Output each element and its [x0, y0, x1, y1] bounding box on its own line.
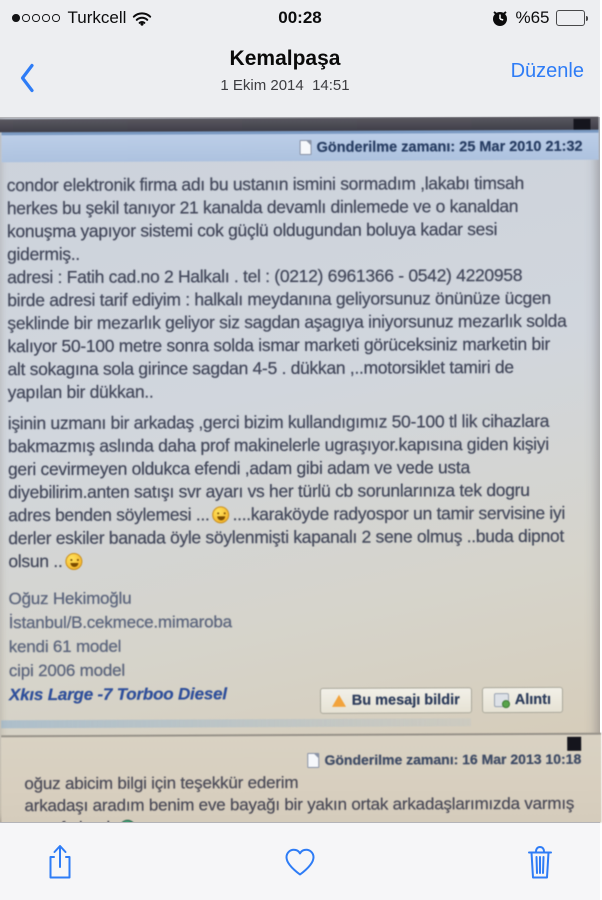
body-line: geri cevirmeyen oldukca efendi ,adam gibi adam ve vede usta [7, 457, 470, 480]
battery-icon [556, 10, 589, 26]
document-icon [307, 752, 319, 767]
body-line: şeklinde bir mezarlık geliyor siz sagdan aşagıya iniyorsunuz mezarlık solda [7, 310, 567, 334]
quote-bubble-icon [494, 693, 509, 707]
edit-button[interactable]: Düzenle [510, 60, 584, 82]
post1-header-bar [2, 130, 599, 163]
body-line: arkadaşı aradım benim eve bayağı bir yakın ortak arkadaşlarımızda varmış [24, 793, 575, 816]
post2-header-bar [1, 751, 601, 770]
status-time: 00:28 [278, 8, 322, 27]
photo-content [0, 117, 602, 824]
signal-dot [42, 14, 50, 22]
body-line: bakmazmış aslında daha prof makinelerle ugraşıyor.kapısına giden kişiyi [7, 433, 549, 457]
body-line: birde adresi tarif ediyim : halkalı meydanına geliyorsunuz önünüze ücgen [7, 287, 551, 311]
post1-timestamp: Gönderilme zamanı: 25 Mar 2010 21:32 [316, 138, 583, 156]
body-line: yapılan bir dükkan.. [7, 381, 154, 403]
post1-body [7, 172, 591, 708]
page-title: Kemalpaşa [229, 47, 341, 70]
body-line: alt sokagına sola girince sagdan 4-5 . dükkan ,..motorsiklet tamiri de [7, 357, 514, 380]
wifi-icon [132, 11, 152, 26]
body-line: derler eskiler banada öyle söylenmişti kapanalı 2 sene olmuş ..buda dipnot [8, 525, 564, 549]
body-text: adres benden söylemesi ... [8, 504, 210, 526]
share-icon [45, 843, 75, 881]
post2-timestamp: Gönderilme zamanı: 16 Mar 2013 10:18 [324, 750, 582, 768]
status-right-group [491, 8, 588, 28]
body-line-with-smiley [8, 548, 590, 574]
body-line: konuşma yapıyor sistemi cok güçlü oldugundan boluya kadar sesi [6, 219, 498, 242]
report-message-button [320, 687, 472, 714]
heart-icon [282, 846, 318, 878]
carrier-label: Turkcell [67, 8, 127, 27]
signature-line: Oğuz Hekimoğlu [8, 588, 132, 609]
signature-line: İstanbul/B.cekmece.mimaroba [8, 612, 232, 633]
body-line: işinin uzmanı bir arkadaş ,gerci bizim kullandıgımız 50-100 tl lik cihazlara [7, 410, 550, 434]
quote-label: Alıntı [514, 691, 552, 709]
body-text: ....karaköyde radyospor un tamir servisine iyi [232, 502, 566, 525]
signal-dot [52, 14, 60, 22]
photo-viewer[interactable] [0, 118, 600, 822]
grinning-smiley-icon [213, 506, 230, 523]
signature-line: kendi 61 model [8, 636, 122, 657]
body-line: condor elektronik firma adı bu ustanın ismini sormadım ,lakabı timsah [6, 173, 524, 196]
quote-button [482, 687, 563, 713]
status-left-group [12, 8, 152, 28]
photo-light-streak [1, 718, 471, 728]
signal-dot-filled [12, 14, 20, 22]
body-line: adresi : Fatih cad.no 2 Halkalı . tel : (0212) 6961366 - 0542) 4220958 [7, 265, 523, 288]
status-bar [0, 0, 600, 36]
favorite-button[interactable] [278, 837, 322, 887]
trash-icon [525, 844, 555, 880]
delete-button[interactable] [518, 837, 562, 887]
warning-triangle-icon [332, 695, 346, 707]
photo-dark-corner [567, 737, 581, 751]
back-button[interactable] [10, 56, 44, 100]
bottom-toolbar [0, 822, 600, 900]
alarm-clock-icon [491, 9, 509, 27]
chevron-left-icon [19, 63, 35, 93]
body-line: gidermiş.. [7, 243, 80, 265]
post2-panel [1, 733, 601, 826]
signal-dot [32, 14, 40, 22]
body-line: kalıyor 50-100 metre sonra solda ismar marketi görüceksiniz marketin bir [7, 333, 551, 357]
report-message-label: Bu mesajı bildir [351, 692, 460, 709]
photo-date-label: 1 Ekim 2014 14:51 [220, 77, 350, 94]
body-line: herkes bu şekil tanıyor 21 kanalda devamlı dinlemede ve o kanaldan [6, 196, 519, 219]
post1-button-row [320, 687, 563, 714]
body-text: olsun .. [8, 551, 63, 572]
document-icon [300, 140, 312, 155]
nav-bar [0, 36, 600, 118]
signature-line: cipi 2006 model [8, 660, 125, 681]
share-button[interactable] [38, 837, 82, 887]
grinning-smiley-icon [65, 553, 82, 570]
body-line-with-smiley [8, 502, 590, 528]
cell-signal-dots-icon [12, 14, 60, 22]
nav-title-group [90, 44, 480, 98]
signature-car-line: Xkıs Large -7 Torboo Diesel [8, 684, 227, 705]
battery-percent-label: %65 [515, 8, 550, 27]
signal-dot [22, 14, 30, 22]
body-line: diyebilirim.anten satışı svr ayarı vs her türlü cb sorunlarınıza tek dogru [8, 479, 530, 503]
body-line: oğuz abicim bilgi için teşekkür ederim [24, 773, 299, 794]
